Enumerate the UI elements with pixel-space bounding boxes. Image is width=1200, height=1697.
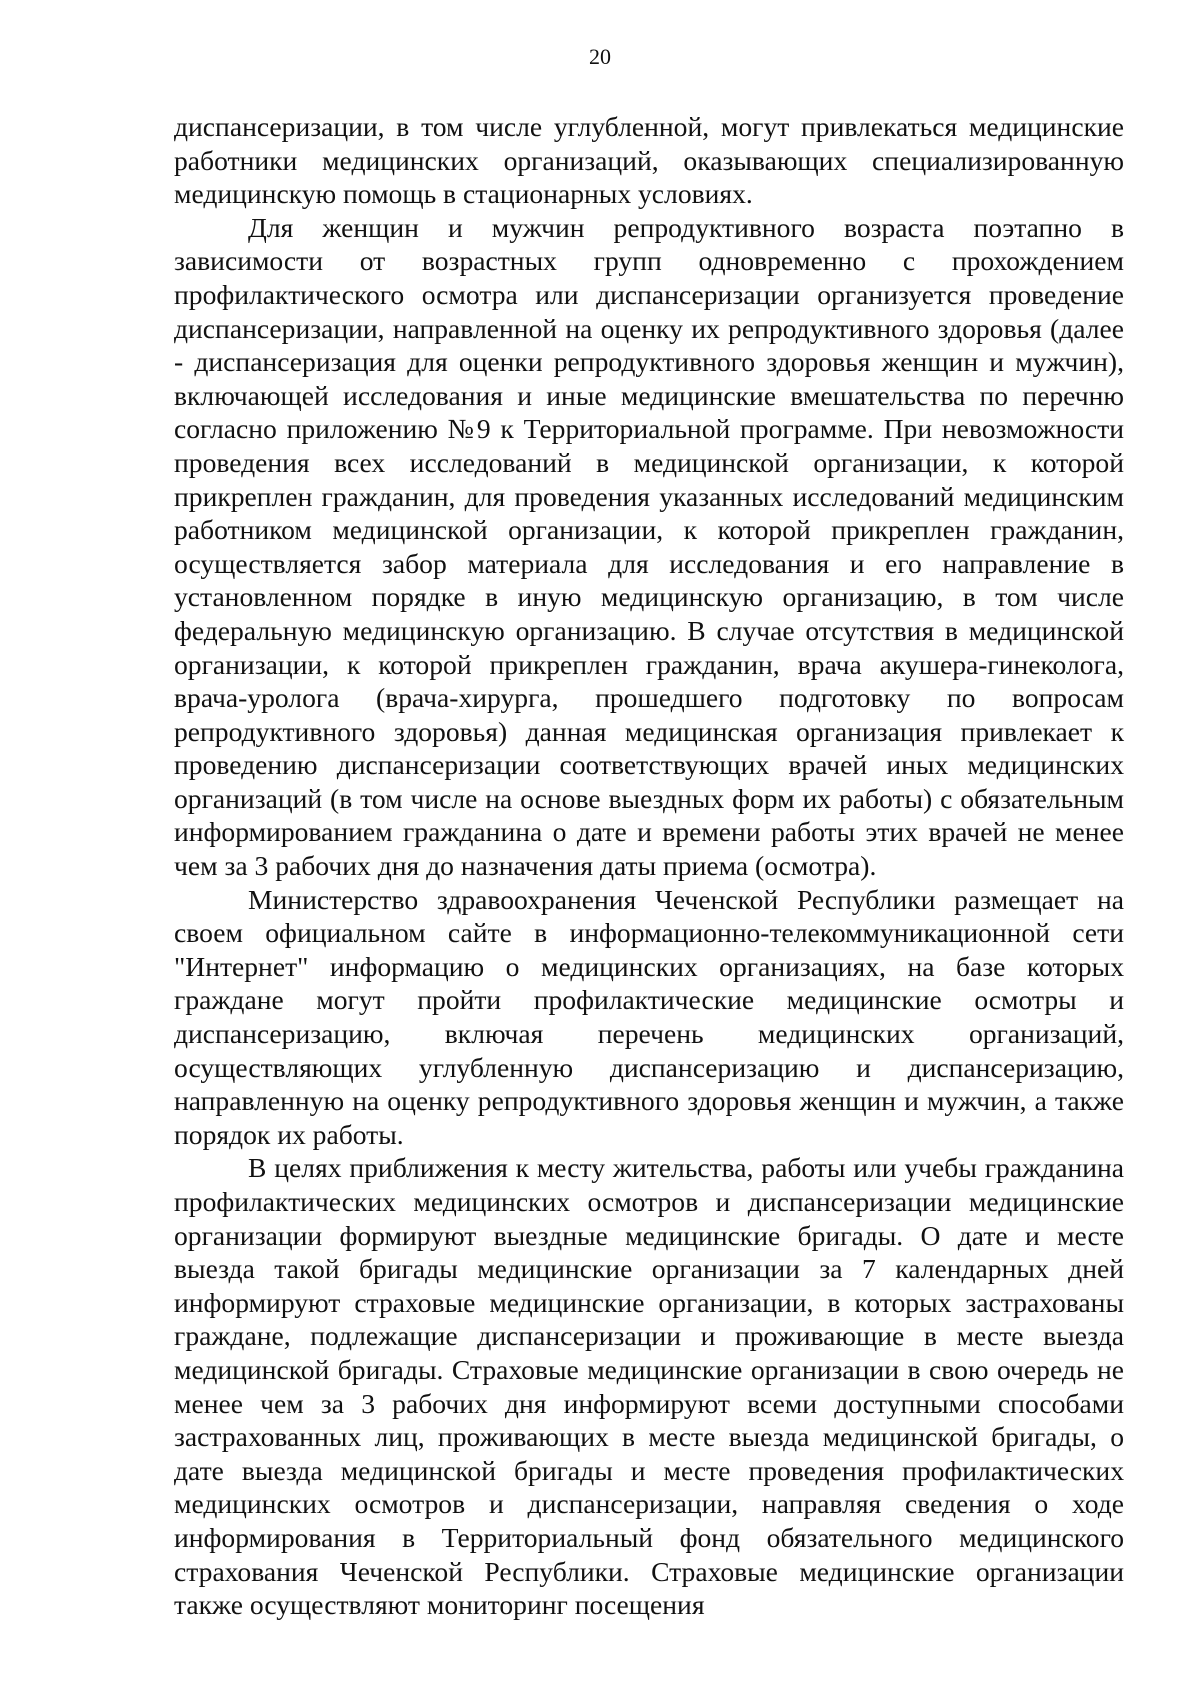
paragraph-reproductive-health: Для женщин и мужчин репродуктивного возраста поэтапно в зависимости от возрастных групп одновременно с прохождением профилактического осмотра или диспансеризации организуется проведение диспансеризации, направленной на оценку их репродуктивного здоровья (далее - диспансеризация для оценки репродуктивного здоровья женщин и мужчин), включающей исследования и иные медицинские вмешательства по перечню согласно приложению №9 к Территориальной программе. При невозможности проведения всех исследований в медицинской организации, к которой прикреплен гражданин, для проведения указанных исследований медицинским работником медицинской организации, к которой прикреплен гражданин, осуществляется забор материала для исследования и его направление в установленном порядке в иную медицинскую организацию, в том числе федеральную медицинскую организацию. В случае отсутствия в медицинской организации, к которой прикреплен гражданин, врача акушера-гинеколога, врача-уролога (врача-хирурга, прошедшего подготовку по вопросам репродуктивного здоровья) данная медицинская организация привлекает к проведению диспансеризации соответствующих врачей иных медицинских организаций (в том числе на основе выездных форм их работы) с обязательным информированием гражданина о дате и времени работы этих врачей не менее чем за 3 рабочих дня до назначения даты приема (осмотра).	[174, 211, 1124, 882]
paragraph-mobile-teams: В целях приближения к месту жительства, работы или учебы гражданина профилактических медицинских осмотров и диспансеризации медицинские организации формируют выездные медицинские бригады. О дате и месте выезда такой бригады медицинские организации за 7 календарных дней информируют страховые медицинские организации, в которых застрахованы граждане, подлежащие диспансеризации и проживающие в месте выезда медицинской бригады. Страховые медицинские организации в свою очередь не менее чем за 3 рабочих дня информируют всеми доступными способами застрахованных лиц, проживающих в месте выезда медицинской бригады, о дате выезда медицинской бригады и месте проведения профилактических медицинских осмотров и диспансеризации, направляя сведения о ходе информирования в Территориальный фонд обязательного медицинского страхования Чеченской Республики. Страховые медицинские организации также осуществляют мониторинг посещения	[174, 1152, 1124, 1621]
paragraph-continuation: диспансеризации, в том числе углубленной, могут привлекаться медицинские работники медицинских организаций, оказывающих специализированную медицинскую помощь в стационарных условиях.	[174, 111, 1124, 210]
page-number: 20	[589, 44, 611, 69]
paragraph-ministry-website: Министерство здравоохранения Чеченской Республики размещает на своем официальном сайте в информационно-телекоммуникационной сети "Интернет" информацию о медицинских организациях, на базе которых граждане могут пройти профилактические медицинские осмотры и диспансеризацию, включая перечень медицинских организаций, осуществляющих углубленную диспансеризацию и диспансеризацию, направленную на оценку репродуктивного здоровья женщин и мужчин, а также порядок их работы.	[174, 883, 1124, 1150]
document-body	[174, 110, 1124, 1622]
